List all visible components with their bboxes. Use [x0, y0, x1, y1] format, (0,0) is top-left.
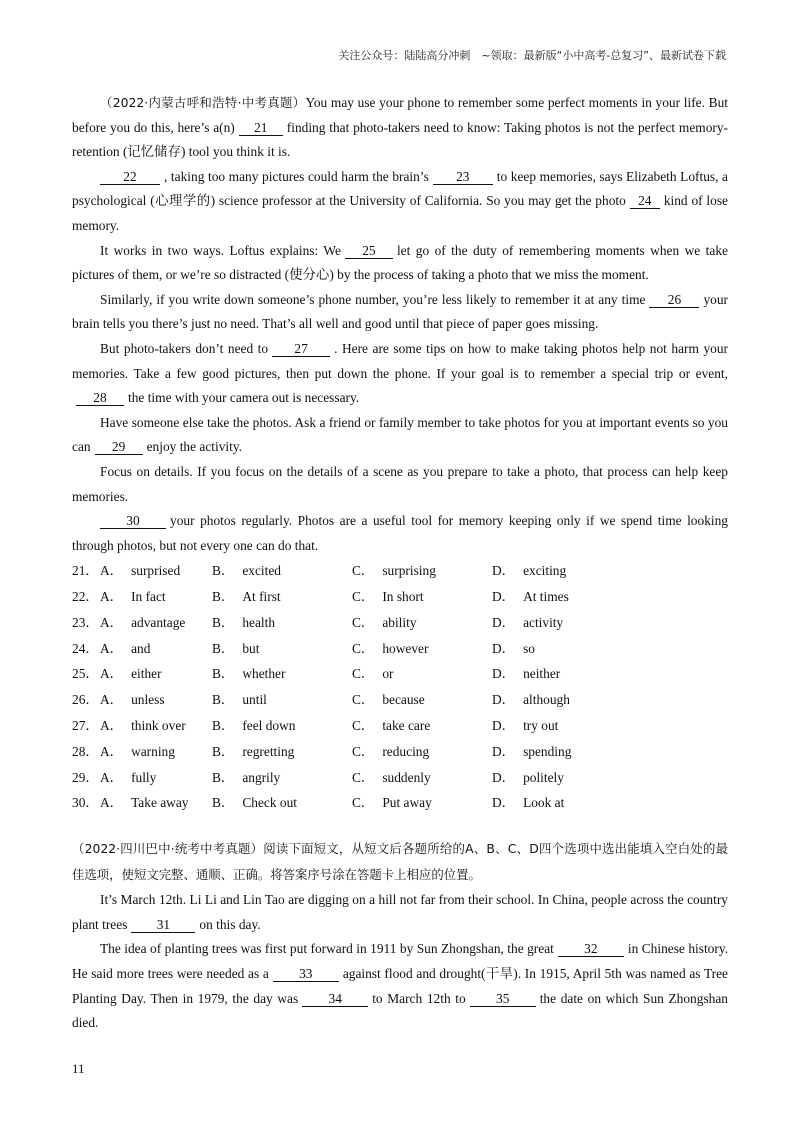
option-d: D． At times	[492, 589, 569, 605]
options-list	[72, 558, 728, 816]
text: to March 12th to	[372, 990, 466, 1006]
text: It works in two ways. Loftus explains: We	[100, 242, 341, 258]
option-b: B． regretting	[212, 743, 295, 759]
page-header: 关注公众号：陆陆高分冲刺 ~领取：最新版“小中高考-总复习”、最新试卷下载	[338, 49, 726, 62]
option-b: B． but	[212, 640, 260, 656]
passage1-paragraph-1	[72, 91, 728, 165]
blank-23: 23	[433, 169, 493, 185]
text: But photo-takers don’t need to	[100, 340, 269, 356]
text: The idea of planting trees was first put forward in 1911 by Sun Zhongshan, the great	[100, 941, 554, 957]
option-c: C． take care	[352, 718, 431, 734]
option-d: D． neither	[492, 666, 561, 682]
passage1-paragraph-5	[72, 337, 728, 411]
option-a: A． In fact	[100, 589, 166, 605]
option-c: C． Put away	[352, 795, 432, 811]
option-row	[72, 790, 728, 816]
option-c: C． suddenly	[352, 769, 431, 785]
option-row	[72, 687, 728, 713]
option-b: B． excited	[212, 563, 281, 579]
option-b: B． At first	[212, 589, 281, 605]
passage2-paragraph-2	[72, 937, 728, 1035]
option-row	[72, 739, 728, 765]
option-a: A． warning	[100, 743, 175, 759]
option-row	[72, 765, 728, 791]
text: your photos regularly. Photos are a useful tool for memory keeping only if we spend time looking through photos, but not every one can do that.	[72, 513, 728, 553]
option-c: C． ability	[352, 614, 417, 630]
text: Similarly, if you write down someone’s phone number, you’re less likely to remember it at any time	[100, 291, 646, 307]
passage2-intro: （2022·四川巴中·统考中考真题）阅读下面短文，从短文后各题所给的A、B、C、D四个选项中选出能填入空白处的最佳选项，使短文完整、通顺、正确。将答案序号涂在答题卡上相应的位置。	[72, 841, 728, 883]
passage1-paragraph-3	[72, 239, 728, 288]
text: on this day.	[199, 916, 261, 932]
blank-30: 30	[100, 513, 166, 529]
option-a: A． surprised	[100, 563, 181, 579]
text: to keep memories, says Elizabeth Loftus, a psychological (心理学的) science professor at the University of California. So you may get the photo	[72, 168, 728, 209]
option-a: A． and	[100, 640, 151, 656]
text: let go of the duty of remembering moments when we take pictures of them, or we’re so distracted (使分心) by the process of taking a photo that we miss the moment.	[72, 242, 728, 283]
option-row	[72, 558, 728, 584]
text: Have someone else take the photos. Ask a friend or family member to take photos for you at important events so you can	[72, 414, 728, 455]
blank-29: 29	[95, 439, 143, 455]
blank-32: 32	[558, 941, 624, 957]
option-row	[72, 713, 728, 739]
passage1-paragraph-4	[72, 288, 728, 337]
question-number: 25．	[72, 666, 99, 682]
option-c: C． In short	[352, 589, 424, 605]
text: the date on which Sun Zhongshan died.	[72, 990, 728, 1031]
blank-26: 26	[649, 292, 699, 308]
blank-35: 35	[470, 991, 536, 1007]
option-b: B． feel down	[212, 718, 296, 734]
passage1-paragraph-6	[72, 411, 728, 460]
text: . Here are some tips on how to make taking photos help not harm your memories. Take a few good pictures, then put down the phone. If your goal is to remember a special trip or event,	[72, 340, 728, 381]
blank-22: 22	[100, 169, 160, 185]
option-a: A． think over	[100, 718, 186, 734]
text: Focus on details. If you focus on the details of a scene as you prepare to take a photo, that process can help keep memories.	[72, 463, 728, 504]
question-number: 22．	[72, 589, 99, 605]
passage1-paragraph-8	[72, 509, 728, 558]
question-number: 28．	[72, 743, 99, 759]
question-number: 30．	[72, 795, 99, 811]
option-c: C． because	[352, 692, 425, 708]
blank-31: 31	[131, 917, 195, 933]
blank-24: 24	[630, 193, 660, 209]
passage1-paragraph-7	[72, 460, 728, 509]
option-d: D． try out	[492, 718, 559, 734]
text: , taking too many pictures could harm the brain’s	[164, 168, 429, 184]
question-number: 29．	[72, 769, 99, 785]
option-c: C． surprising	[352, 563, 436, 579]
option-d: D． activity	[492, 614, 564, 630]
option-row	[72, 661, 728, 687]
option-a: A． fully	[100, 769, 157, 785]
option-row	[72, 610, 728, 636]
text: kind of lose memory.	[72, 193, 728, 233]
option-c: C． reducing	[352, 743, 430, 759]
text: finding that photo-takers need to know: Taking photos is not the perfect memory-retention (记忆储存) tool you think it is.	[72, 119, 728, 160]
option-d: D． exciting	[492, 563, 567, 579]
option-a: A． either	[100, 666, 162, 682]
page-number: 11	[72, 1061, 85, 1076]
option-b: B． angrily	[212, 769, 281, 785]
option-row	[72, 584, 728, 610]
text: You may use your phone to remember some perfect moments in your life. But before you do this, here’s a(n)	[72, 95, 728, 135]
text: in Chinese history. He said more trees were needed as a	[72, 941, 728, 982]
question-number: 24．	[72, 640, 99, 656]
page-content	[72, 91, 728, 1036]
question-number: 21．	[72, 563, 99, 579]
option-d: D． so	[492, 640, 535, 656]
question-number: 26．	[72, 692, 99, 708]
text: enjoy the activity.	[146, 439, 243, 455]
option-a: A． advantage	[100, 614, 186, 630]
text: against flood and drought(干旱). In 1915, April 5th was named as Tree Planting Day. Then in 1979, the day was	[72, 966, 728, 1006]
option-b: B． until	[212, 692, 267, 708]
option-c: C． however	[352, 640, 429, 656]
option-d: D． spending	[492, 743, 572, 759]
passage1-paragraph-2	[72, 165, 728, 239]
option-d: D． politely	[492, 769, 564, 785]
option-c: C． or	[352, 666, 394, 682]
passage2-paragraph-1	[72, 888, 728, 937]
option-b: B． whether	[212, 666, 286, 682]
option-d: D． Look at	[492, 795, 565, 811]
question-number: 23．	[72, 614, 99, 630]
option-a: A． unless	[100, 692, 165, 708]
blank-33: 33	[273, 966, 339, 982]
option-d: D． although	[492, 692, 570, 708]
text: your brain tells you there’s just no need. That’s all well and good until that piece of paper goes missing.	[72, 291, 728, 332]
blank-27: 27	[272, 341, 330, 357]
blank-21: 21	[239, 120, 283, 136]
option-row	[72, 636, 728, 662]
option-a: A． Take away	[100, 795, 189, 811]
question-number: 27．	[72, 718, 99, 734]
text: the time with your camera out is necessary.	[128, 390, 360, 406]
blank-28: 28	[76, 390, 124, 406]
option-b: B． health	[212, 614, 276, 630]
blank-25: 25	[345, 243, 393, 259]
text: It’s March 12th. Li Li and Lin Tao are digging on a hill not far from their school. In China, people across the country plant trees	[72, 892, 728, 932]
blank-34: 34	[302, 991, 368, 1007]
source-tag: （2022·内蒙古呼和浩特·中考真题）	[100, 95, 306, 110]
option-b: B． Check out	[212, 795, 297, 811]
